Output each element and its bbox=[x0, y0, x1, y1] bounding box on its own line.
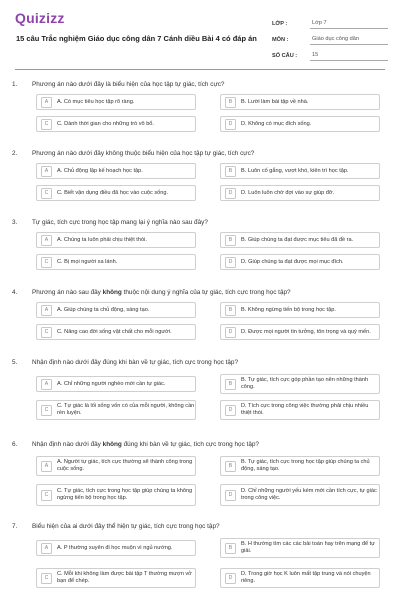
question-5 bbox=[12, 358, 388, 416]
option-text: D. Tích cực trong công việc thường phải chịu nhiều thiệt thòi. bbox=[241, 403, 369, 416]
question-number: 2. bbox=[12, 150, 18, 157]
option-text: A. Chỉ những người nghèo mới cần tự giác. bbox=[57, 380, 166, 387]
option-text: A. Có mục tiêu học tập rõ ràng. bbox=[57, 98, 135, 105]
meta-label: SỐ CÂU : bbox=[272, 53, 298, 59]
option-letter: D bbox=[225, 405, 236, 416]
question-text: Nhận định nào dưới đây không đúng khi bàn về tự giác, tích cực trong học tập? bbox=[32, 441, 259, 448]
option-letter: C bbox=[41, 327, 52, 338]
meta-row-subject bbox=[272, 29, 388, 45]
question-text: Phương án nào sau đây không thuộc nội dung ý nghĩa của tự giác, tích cực trong học tập? bbox=[32, 289, 291, 296]
header-divider bbox=[15, 69, 385, 70]
meta-row-class bbox=[272, 13, 388, 29]
option-letter: B bbox=[225, 97, 236, 108]
question-number: 4. bbox=[12, 289, 18, 296]
option-b[interactable] bbox=[220, 163, 380, 179]
option-letter: B bbox=[225, 461, 236, 472]
option-letter: A bbox=[41, 379, 52, 390]
option-d[interactable] bbox=[220, 568, 380, 588]
option-letter: A bbox=[41, 97, 52, 108]
option-text: D. Luôn luôn chờ đợi vào sự giúp đỡ. bbox=[241, 189, 335, 196]
quizizz-logo[interactable]: Quizizz bbox=[15, 10, 65, 26]
question-number: 5. bbox=[12, 359, 18, 366]
question-6 bbox=[12, 440, 388, 501]
question-number: 6. bbox=[12, 441, 18, 448]
option-letter: B bbox=[225, 543, 236, 554]
option-letter: C bbox=[41, 490, 52, 501]
option-text: D. Giúp chúng ta đạt được mọi mục đích. bbox=[241, 258, 344, 265]
option-a[interactable] bbox=[36, 232, 196, 248]
option-a[interactable] bbox=[36, 456, 196, 476]
option-letter: B bbox=[225, 235, 236, 246]
option-text: B. Lười làm bài tập về nhà. bbox=[241, 98, 309, 105]
option-letter: A bbox=[41, 543, 52, 554]
option-b[interactable] bbox=[220, 94, 380, 110]
option-letter: C bbox=[41, 573, 52, 584]
option-text: A. Chúng ta luôn phải chịu thiệt thòi. bbox=[57, 236, 147, 243]
option-letter: B bbox=[225, 305, 236, 316]
option-text: C. Biết vận dụng điều đã học vào cuộc sống. bbox=[57, 189, 169, 196]
option-letter: D bbox=[225, 188, 236, 199]
option-letter: D bbox=[225, 119, 236, 130]
option-text: A. Người tự giác, tích cực thường sẽ thành công trong cuộc sống. bbox=[57, 459, 193, 472]
option-text: B. Giúp chúng ta đạt được mục tiêu đã đề ra. bbox=[241, 236, 354, 243]
question-text: Biểu hiện của ai dưới đây thể hiện tự giác, tích cực trong học tập? bbox=[32, 523, 220, 530]
option-text: D. Được mọi người tin tưởng, tôn trọng và quý mến. bbox=[241, 328, 371, 335]
option-c[interactable] bbox=[36, 484, 196, 506]
option-b[interactable] bbox=[220, 538, 380, 558]
option-text: B. Luôn cố gắng, vượt khó, kiên trì học tập. bbox=[241, 167, 349, 174]
question-3 bbox=[12, 218, 388, 265]
question-number: 7. bbox=[12, 523, 18, 530]
option-letter: A bbox=[41, 305, 52, 316]
option-text: B. Tự giác, tích cực góp phần tạo nên những thành công. bbox=[241, 377, 369, 390]
option-b[interactable] bbox=[220, 302, 380, 318]
option-letter: D bbox=[225, 257, 236, 268]
question-number: 3. bbox=[12, 219, 18, 226]
option-a[interactable] bbox=[36, 302, 196, 318]
option-d[interactable] bbox=[220, 324, 380, 340]
option-b[interactable] bbox=[220, 374, 380, 394]
option-text: C. Tự giác, tích cực trong học tập giúp chúng ta không ngừng tiến bộ trong học tập. bbox=[57, 488, 193, 501]
option-letter: C bbox=[41, 257, 52, 268]
option-letter: C bbox=[41, 119, 52, 130]
option-letter: C bbox=[41, 188, 52, 199]
option-c[interactable] bbox=[36, 254, 196, 270]
option-text: A. Giúp chúng ta chủ động, sáng tạo. bbox=[57, 306, 150, 313]
option-c[interactable] bbox=[36, 324, 196, 340]
question-1 bbox=[12, 80, 388, 127]
option-letter: D bbox=[225, 490, 236, 501]
option-d[interactable] bbox=[220, 484, 380, 506]
header bbox=[0, 0, 400, 66]
option-a[interactable] bbox=[36, 94, 196, 110]
option-a[interactable] bbox=[36, 376, 196, 392]
question-text: Phương án nào dưới đây là biểu hiện của học tập tự giác, tích cực? bbox=[32, 81, 225, 88]
option-d[interactable] bbox=[220, 400, 380, 420]
question-4 bbox=[12, 288, 388, 335]
meta-panel bbox=[272, 13, 388, 61]
option-c[interactable] bbox=[36, 568, 196, 588]
option-text: B. Tự giác, tích cực trong học tập giúp chúng ta chủ động, sáng tạo. bbox=[241, 459, 370, 472]
option-text: C. Bị mọi người xa lánh. bbox=[57, 258, 118, 265]
option-text: A. P thường xuyên đi học muộn vì ngủ nướng. bbox=[57, 544, 173, 551]
option-b[interactable] bbox=[220, 232, 380, 248]
option-letter: A bbox=[41, 235, 52, 246]
option-text: A. Chủ động lập kế hoạch học tập. bbox=[57, 167, 143, 174]
option-a[interactable] bbox=[36, 540, 196, 556]
question-text: Phương án nào dưới đây không thuộc biểu hiện của học tập tự giác, tích cực? bbox=[32, 150, 255, 157]
option-text: D. Trong giờ học K luôn mất tập trung và nói chuyện riêng. bbox=[241, 571, 371, 584]
option-text: B. H thường tìm các các bài toán hay trên mạng để tự giải. bbox=[241, 541, 375, 554]
question-7 bbox=[12, 522, 388, 584]
option-text: C. Nâng cao đời sống vật chất cho mỗi người. bbox=[57, 328, 172, 335]
option-letter: B bbox=[225, 379, 236, 390]
option-text: C. Tự giác là lối sống vốn có của mỗi người, không cần rèn luyện. bbox=[57, 403, 195, 416]
question-text: Nhận định nào dưới đây đúng khi bàn về tự giác, tích cực trong học tập? bbox=[32, 359, 239, 366]
option-text: D. Không có mục đích sống. bbox=[241, 120, 312, 127]
meta-value: 15 bbox=[310, 52, 388, 61]
option-d[interactable] bbox=[220, 185, 380, 201]
question-number: 1. bbox=[12, 81, 18, 88]
option-a[interactable] bbox=[36, 163, 196, 179]
option-letter: B bbox=[225, 166, 236, 177]
worksheet-title: 15 câu Trắc nghiệm Giáo dục công dân 7 Cánh diều Bài 4 có đáp án bbox=[16, 34, 257, 43]
option-c[interactable] bbox=[36, 185, 196, 201]
option-d[interactable] bbox=[220, 254, 380, 270]
option-letter: D bbox=[225, 327, 236, 338]
question-2 bbox=[12, 149, 388, 196]
option-text: D. Chỉ những người yếu kém mới cần tích cực, tự giác trong công việc. bbox=[241, 488, 377, 501]
option-letter: A bbox=[41, 166, 52, 177]
meta-row-count bbox=[272, 45, 388, 61]
option-d[interactable] bbox=[220, 116, 380, 132]
meta-value: Giáo dục công dân bbox=[310, 36, 388, 45]
meta-label: MÔN : bbox=[272, 37, 289, 43]
option-letter: C bbox=[41, 405, 52, 416]
meta-label: LỚP : bbox=[272, 21, 288, 27]
option-c[interactable] bbox=[36, 400, 196, 420]
option-letter: A bbox=[41, 461, 52, 472]
meta-value: Lớp 7 bbox=[310, 20, 388, 29]
option-c[interactable] bbox=[36, 116, 196, 132]
option-text: C. Mỗi khi không làm được bài tập T thường mượn vở bạn để chép. bbox=[57, 571, 192, 584]
option-text: B. Không ngừng tiến bộ trong học tập. bbox=[241, 306, 336, 313]
option-b[interactable] bbox=[220, 456, 380, 476]
question-text: Tự giác, tích cực trong học tập mang lại ý nghĩa nào sau đây? bbox=[32, 219, 208, 226]
option-letter: D bbox=[225, 573, 236, 584]
option-text: C. Dành thời gian cho những trò vô bổ. bbox=[57, 120, 154, 127]
